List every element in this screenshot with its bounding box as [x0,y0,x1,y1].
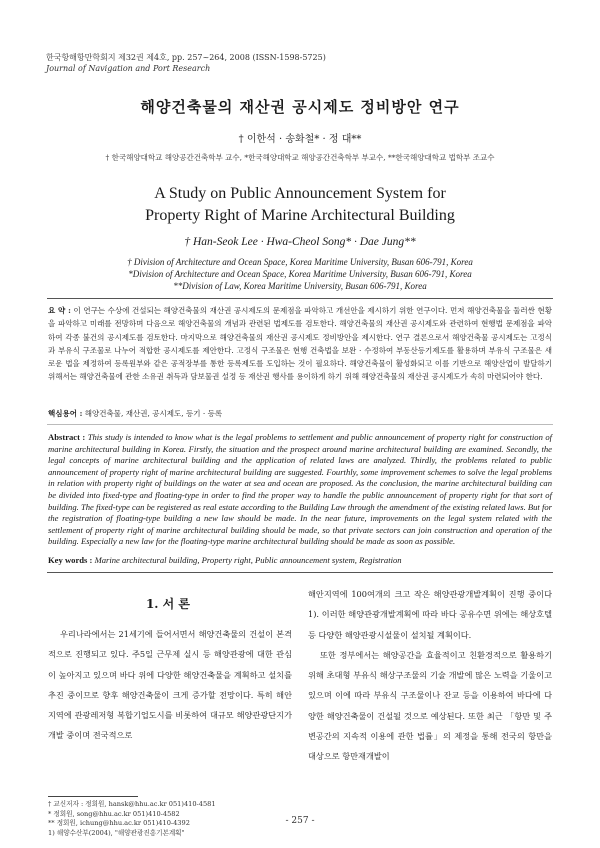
abstract-bottom-rule [47,572,553,573]
english-abstract-body: This study is intended to know what is the legal problems to settlement and public announcement of property right for construction of marine architectural building in Korea. Firstly, the situation and the prospect around marine architectural building are examined. Secondly, the legal concepts of marine architectural building and the application of related laws are analyzed. Thirdly, the problems related to public announcement of property right of marine architectural building are suggested. Fourthly, some improvement schemes to solve the legal problems in relation with property right of buildings on the water at sea and ocean are proposed. As the conclusion, the marine architectural building can be divided into fixed-type and floating-type in order to find the proper way to handle the public announcement of property right for that sort of building. The fixed-type can be registered as real estate according to the Building Law through the amendment of the existing related laws. But for the registration of floating-type building a new law should be made. In the near future, improvements on the legal system related with the settlement of property right of marine architectural building should be made, so that private sectors can join construction and operation of the building. Especially a new law for the floating-type marine architectural building should be made as soon as possible. [48,432,552,547]
english-affiliation [0,256,600,292]
right-paragraph-2: 또한 정부에서는 해양공간을 효율적이고 친환경적으로 활용하기 위해 초대형 부유식 해상구조물의 기술 개발에 많은 노력을 기울이고 있으며 이에 따라 부유식 구조물이나 잔교 등을 이용하여 바다에 다양한 해양건축물이 건설될 것으로 예상된다. 또한 최근 「항만 및 주변공간의 지속적 이용에 관한 법률」의 제정을 통해 전국의 항만을 대상으로 항만재개발이 [308,649,552,762]
page-number: - 257 - [285,816,315,826]
left-column [48,624,292,746]
journal-header [46,52,326,74]
english-keywords [48,555,402,565]
english-abstract [48,432,552,548]
affiliation-en-line3: **Division of Law, Korea Maritime University, Busan 606-791, Korea [173,281,427,291]
affiliation-en-line2: *Division of Architecture and Ocean Space, Korea Maritime University, Busan 606-791, Korea [128,269,472,279]
korean-abstract-label: 요 약 : [48,306,71,315]
english-keywords-text: Marine architectural building, Property right, Public announcement system, Registration [94,555,402,565]
footnote-corresponding: † 교신저자 : 정회원, hansk@hhu.ac.kr 051)410-4581 [48,800,216,808]
footnote-author2: * 정회원, song@hhu.ac.kr 051)410-4582 [48,809,180,818]
abstract-top-rule [47,298,553,299]
affiliation-en-line1: † Division of Architecture and Ocean Space, Korea Maritime University, Busan 606-791, Korea [127,257,473,267]
korean-keywords-label: 핵심용어 : [48,409,83,418]
right-paragraph-1: 해안지역에 100여개의 크고 작은 해양관광개발계획이 진행 중이다1). 이러한 해양관광개발계획에 따라 바다 공유수면 위에는 해상호텔 등 다양한 해양관광시설물이 설치될 계획이다. [308,589,552,640]
english-title-line2: Property Right of Marine Architectural Building [145,207,455,224]
english-title [0,183,600,227]
korean-authors: † 이한석 · 송화철* · 정 대** [238,134,362,145]
section-title: 1. 서 론 [145,597,191,611]
journal-citation: 한국항해항만학회지 제32권 제4호, pp. 257~264, 2008 (ISSN-1598-5725) [46,53,326,62]
journal-name: Journal of Navigation and Port Research [46,64,211,73]
korean-affiliation: † 한국해양대학교 해양공간건축학부 교수, *한국해양대학교 해양공간건축학부 부교수, **한국해양대학교 법학부 조교수 [105,153,495,162]
right-column [308,584,552,767]
footnote-reference: 1) 해양수산부(2004), "해양관광진흥기본계획" [48,828,185,837]
english-keywords-label: Key words : [48,555,93,565]
english-title-line1: A Study on Public Announcement System for [154,185,446,202]
korean-keywords [48,408,222,419]
korean-abstract-body: 이 연구는 수상에 건설되는 해양건축물의 재산권 공시제도의 문제점을 파악하고 개선안을 제시하기 위한 연구이다. 먼저 해양건축물을 둘러싼 현황을 파악하고 미래를 전망하며 다음으로 해양건축물의 개념과 관련된 법제도를 검토한다. 해양건축물의 재산권 공시제도와 관련하여 현행법 문제점을 파악하여 각종 불건의 공시제도를 검토한다. 마지막으로 해양건축물의 재산권 공시제도 정비방안을 제시한다. 연구 결론으로서 해양건축물 공시제도는 고정식과 부유식 구조물로 나누어 적합한 공시제도를 제안한다. 고정식 구조물은 현행 건축법을 보완 · 수정하여 부동산등기제도를 활용하며 부유식 구조물은 새로운 법을 제정하여 등록원부와 같은 공적장부를 통한 등록제도를 도입하는 것이 필요하다. 해양건축물이 활성화되고 이를 기반으로 해양산업이 발달하기 위해서는 해양건축물에 관한 소유권 취득과 담보물권 설정 등 재산권 행사를 용이하게 하기 위해 해양건축물의 재산권 공시제도가 속히 마련되어야 한다. [48,306,552,382]
korean-title: 해양건축물의 재산권 공시제도 정비방안 연구 [140,98,460,116]
english-abstract-label: Abstract : [48,432,86,442]
abstract-divider [47,424,553,425]
footnote-rule [48,796,138,797]
korean-abstract [48,304,552,384]
footnote-author3: ** 정회원, ichung@hhu.ac.kr 051)410-4392 [48,819,190,828]
english-authors: † Han-Seok Lee · Hwa-Cheol Song* · Dae Jung** [184,236,416,248]
korean-keywords-text: 해양건축물, 재산권, 공시제도, 등기 · 등록 [84,409,223,418]
left-paragraph: 우리나라에서는 21세기에 들어서면서 해양건축물의 건설이 본격적으로 진행되고 있다. 주5일 근무제 실시 등 해양관광에 대한 관심이 높아지고 있으며 바다 위에 다양한 해양건축물을 계획하고 설치를 추진 중이므로 향후 해양건축물이 크게 증가할 전망이다. 특히 해안지역에 관광레저형 복합기업도시를 비롯하여 대규모 해양관광단지가 개발 중이며 전국적으로 [48,629,292,741]
